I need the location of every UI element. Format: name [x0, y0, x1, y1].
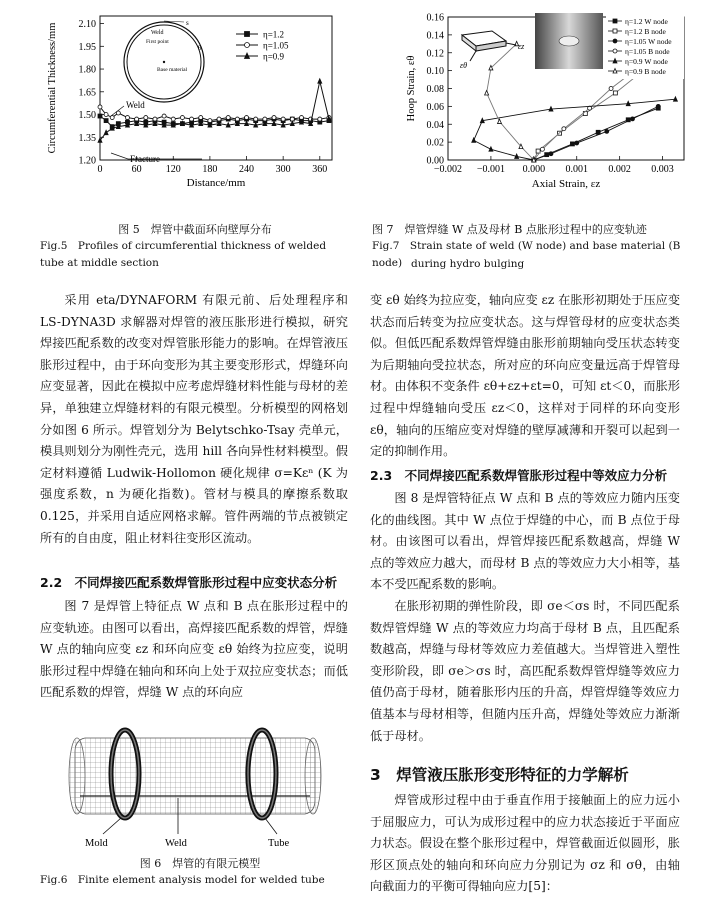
- fig5-point: [104, 130, 108, 135]
- fig7-svg: [400, 5, 690, 205]
- fig7-xtick-label: 0.000: [522, 164, 546, 175]
- fig5-legend-marker: [245, 43, 250, 48]
- fig7-point: [626, 101, 630, 106]
- fig5-point: [254, 123, 258, 128]
- fig7-point: [549, 107, 553, 112]
- fig7-legend-label: η=0.9 B node: [625, 67, 666, 76]
- section-2-2-title: 2.2 不同焊接匹配系数焊管胀形过程中应变状态分析: [40, 575, 338, 590]
- fig6-caption-en: Fig.6 Finite element analysis model for welded tube: [40, 874, 325, 886]
- fig7-legend-marker: [613, 39, 617, 43]
- fig5-caption-cn: 图 5 焊管中截面环向壁厚分布: [118, 223, 272, 236]
- fig5-point: [144, 116, 148, 120]
- fig5-series-line: [100, 81, 329, 140]
- fig7-ytick-label: 0.02: [426, 137, 444, 149]
- fig7-point: [497, 119, 501, 124]
- fig7-point: [609, 87, 613, 91]
- left-para-2: 图 7 是焊管上特征点 W 点和 B 点在胀形过程中的应变轨迹。由图可以看出，高焊接匹配系数的焊管，焊缝 W 点的轴向应变 εz 和环向应变 εθ 始终为拉应变，说明胀形过程中焊缝在轴向和环向上处于双拉应变状态；而低匹配系数的焊管，焊缝 W 点的环向应: [40, 599, 348, 700]
- fig7-xtick-label: 0.002: [608, 164, 631, 175]
- fig7-point: [540, 147, 544, 151]
- fig6-svg: [55, 722, 340, 852]
- fig7-xtick-label: 0.001: [565, 164, 588, 175]
- fig7-point: [515, 154, 519, 159]
- fig5-plot-frame: [100, 16, 332, 160]
- fig5-caption-en: Fig.5 Profiles of circumferential thickness of welded tube at middle section: [40, 240, 327, 269]
- fig7-ytick-label: 0.08: [426, 84, 444, 95]
- fig5-point: [104, 119, 108, 123]
- right-para-4: 焊管成形过程中由于垂直作用于接触面上的应力远小于屈服应力，可认为成形过程中的应力状态接近于平面应力状态。假设在整个胀形过程中，焊管截面近似圆形，胀形区顶点处的轴向和环向应力分别记为 σz 和 σθ，由轴向截面力的平衡可得轴向应力[5]：: [370, 793, 680, 894]
- section-2-3-title: 2.3 不同焊接匹配系数焊管胀形过程中等效应力分析: [370, 468, 668, 483]
- fig7-legend: [606, 15, 684, 79]
- fig5-xtick-label: 120: [165, 164, 181, 175]
- fig7-xtick-label: −0.001: [476, 164, 505, 175]
- fig7-xtick-label: −0.002: [433, 164, 463, 175]
- fig7-ytick-label: 0.06: [426, 101, 444, 113]
- fig5-ytick-label: 1.35: [78, 132, 96, 144]
- fig5-point: [245, 121, 249, 126]
- fig5-point: [281, 123, 285, 128]
- fig7-point: [485, 90, 489, 95]
- fig5-ytick-label: 1.80: [78, 64, 96, 76]
- fig5-point: [318, 117, 322, 121]
- section-3-title: 3 焊管液压胀形变形特征的力学解析: [370, 766, 629, 784]
- fig5-legend-label: η=1.05: [263, 40, 289, 51]
- fig7-point: [605, 129, 609, 133]
- fig5-annot-fracture: Fracture: [130, 154, 160, 164]
- fig5-point: [272, 116, 276, 120]
- fig6-model: [55, 722, 340, 852]
- fig7-ylabel: Hoop Strain, εθ: [406, 55, 417, 122]
- fig7-inset-eps-z: εz: [518, 42, 525, 51]
- fig5-annot-weld: Weld: [126, 100, 145, 110]
- fig5-point: [98, 105, 102, 109]
- fig5-legend: [236, 30, 289, 62]
- fig7-ytick-label: 0.14: [426, 30, 444, 42]
- fig7-ytick-label: 0.10: [426, 66, 444, 78]
- left-column-2: [40, 596, 348, 704]
- fig7-element-sketch: [460, 31, 525, 70]
- fig7-legend-marker: [613, 19, 617, 23]
- fig5-ytick-label: 1.65: [78, 87, 96, 99]
- fig5-inset-weld: Weld: [151, 30, 164, 36]
- fig5-point: [226, 116, 230, 120]
- fig5-point: [290, 121, 294, 126]
- fig7-point: [489, 147, 493, 152]
- fig7-point: [480, 118, 484, 123]
- fig7-point: [549, 152, 553, 156]
- fig5-xtick-label: 300: [275, 164, 291, 175]
- fig7-ytick-label: 0.12: [426, 48, 444, 60]
- fig5-inset-s: s: [186, 19, 189, 27]
- fig5-point: [110, 116, 114, 120]
- fig5-point: [104, 113, 108, 117]
- fig7-chart: [400, 5, 690, 205]
- fig5-svg: [14, 8, 344, 208]
- right-para-3: 在胀形初期的弹性阶段，即 σe＜σs 时，不同匹配系数焊管焊缝 W 点的等效应力均高于母材 B 点，且匹配系数越高，焊缝与母材等效应力差值越大。当焊管进入塑性变形阶段，即 σe＞σs 时，高匹配系数焊管焊缝等效应力值仍高于母材，随着胀形内压的升高，焊管焊缝等效应力值基本与母材相等，但随内压升高，焊缝处等效应力渐渐低于母材。: [370, 599, 680, 743]
- left-para-1: 采用 eta/DYNAFORM 有限元前、后处理程序和 LS-DYNA3D 求解器对焊管的液压胀形进行模拟，研究焊接匹配系数的改变对焊管胀形能力的影响。在焊管液压胀形过程中，由于环向变形为其主要变形形式，焊缝环向应变显著，因此在模拟中应考虑焊缝材料性能与母材的差异，单独建立焊缝材料的有限元模型。分析模型的网格划分如图 6 所示。焊管划分为 Belytschko-Tsay 壳单元，模具则划分为刚性壳元，选用 hill 各向异性材料模型。假定材料遵循 Ludwik-Hollomon 硬化规律 σ=Kεⁿ (K 为强度系数，n 为硬化指数)。管材与模具的摩擦系数取 0.125，并采用自适应网格求解。管件两端的节点被锁定所有的自由度，阻止材料往变形区流动。: [40, 293, 348, 545]
- fig5-legend-label: η=0.9: [263, 51, 285, 62]
- fig7-legend-label: η=1.2 W node: [625, 17, 668, 26]
- fig6-label-weld: Weld: [165, 838, 187, 849]
- fig7-series-line: [474, 99, 676, 160]
- fig5-legend-label: η=1.2: [263, 29, 285, 40]
- fig5-point: [272, 121, 276, 126]
- fig7-series-line: [487, 44, 534, 160]
- right-para-1: 变 εθ 始终为拉应变，轴向应变 εz 在胀形初期处于压应变状态而后转变为拉应变状态。这与焊管母材的应变状态类似。但低匹配系数焊管焊缝由胀形前期轴向受压状态转变为后期轴向受拉状态，所对应的环向应变量远高于焊管母材。由体积不变条件 εθ+εz+εt=0，可知 εt＜0，而胀形过程中焊缝轴向受压 εz＜0，这样对于同样的环向变形 εθ，轴向的压缩应变对焊缝的壁厚减薄和开裂可以起到一定的抑制作用。: [370, 293, 681, 459]
- right-column-4: [370, 790, 680, 898]
- fig5-xtick-label: 180: [202, 164, 218, 175]
- fig7-legend-label: η=0.9 W node: [625, 57, 668, 66]
- fig5-inset-theta: θ: [198, 44, 202, 52]
- fig5-point: [281, 117, 285, 121]
- fig7-point: [596, 130, 600, 134]
- fig5-point: [190, 117, 194, 121]
- fig7-xlabel: Axial Strain, εz: [531, 178, 601, 190]
- fig5-xtick-label: 360: [312, 164, 328, 175]
- fig7-point: [613, 91, 617, 95]
- fig5-legend-marker: [245, 32, 250, 37]
- fig7-legend-marker: [613, 49, 617, 53]
- fig5-point: [226, 123, 230, 128]
- fig6-label-mold: Mold: [85, 838, 108, 849]
- fig7-legend-label: η=1.2 B node: [625, 27, 666, 36]
- fig5-xtick-label: 60: [131, 164, 142, 175]
- fig7-point: [562, 127, 566, 131]
- fig5-point: [318, 79, 322, 84]
- fig5-inset-first-point: First point: [146, 39, 169, 45]
- fig5-ytick-label: 1.95: [78, 41, 96, 53]
- fig7-point: [472, 138, 476, 143]
- left-column: [40, 290, 348, 549]
- fig7-caption-en-2: during hydro bulging: [411, 258, 525, 270]
- fig7-ytick-label: 0.16: [426, 12, 444, 24]
- fig5-point: [245, 116, 249, 120]
- fig7-legend-marker: [613, 29, 617, 33]
- right-column-3: [370, 596, 680, 747]
- right-column-1: [370, 290, 680, 463]
- fig5-point: [199, 116, 203, 120]
- fig7-ytick-label: 0.04: [426, 119, 444, 131]
- fig7-point: [631, 117, 635, 121]
- fig7-caption-en-1: Fig.7 Strain state of weld (W node) and base material (B node): [372, 240, 681, 269]
- fig7-xtick-label: 0.003: [651, 164, 674, 175]
- fig5-inset-base-material: Base material: [157, 67, 188, 73]
- fig5-point: [98, 114, 102, 118]
- fig7-legend-label: η=1.05 B node: [625, 47, 670, 56]
- fig5-point: [254, 117, 258, 121]
- fig6-label-tube: Tube: [268, 838, 290, 849]
- fig5-xtick-label: 240: [239, 164, 255, 175]
- fig5-chart: [14, 8, 344, 208]
- right-para-2: 图 8 是焊管特征点 W 点和 B 点的等效应力随内压变化的曲线图。其中 W 点位于焊缝的中心，而 B 点位于母材。由该图可以看出，焊管焊接匹配系数越高，焊缝 W 点的等效应力越大，而母材 B 点的等效应力大小相等，基本不受匹配系数的影响。: [370, 491, 680, 592]
- fig7-caption-cn: 图 7 焊管焊缝 W 点及母材 B 点胀形过程中的应变轨迹: [372, 223, 647, 236]
- fig5-inset-diagram: [124, 19, 204, 102]
- fig5-xlabel: Distance/mm: [186, 177, 246, 189]
- fig7-point: [673, 97, 677, 102]
- fig7-point: [656, 104, 660, 108]
- fig6-caption-cn: 图 6 焊管的有限元模型: [139, 857, 261, 870]
- fig5-ytick-label: 1.20: [78, 155, 96, 167]
- fig5-point: [180, 116, 184, 120]
- fig7-ytick-label: 0.00: [426, 155, 444, 167]
- fig5-xtick-label: 0: [97, 164, 103, 175]
- fig7-inset-eps-theta: εθ: [460, 61, 468, 70]
- fig5-ytick-label: 1.50: [78, 110, 96, 122]
- fig5-point: [171, 117, 175, 121]
- fig5-point: [162, 114, 166, 118]
- fig5-point: [125, 116, 129, 120]
- fig5-ylabel: Circumferential Thickness/mm: [47, 22, 58, 154]
- fig7-legend-label: η=1.05 W node: [625, 37, 672, 46]
- fig5-ytick-label: 2.10: [78, 19, 96, 31]
- right-column-2: [370, 488, 680, 596]
- fig7-point: [575, 141, 579, 145]
